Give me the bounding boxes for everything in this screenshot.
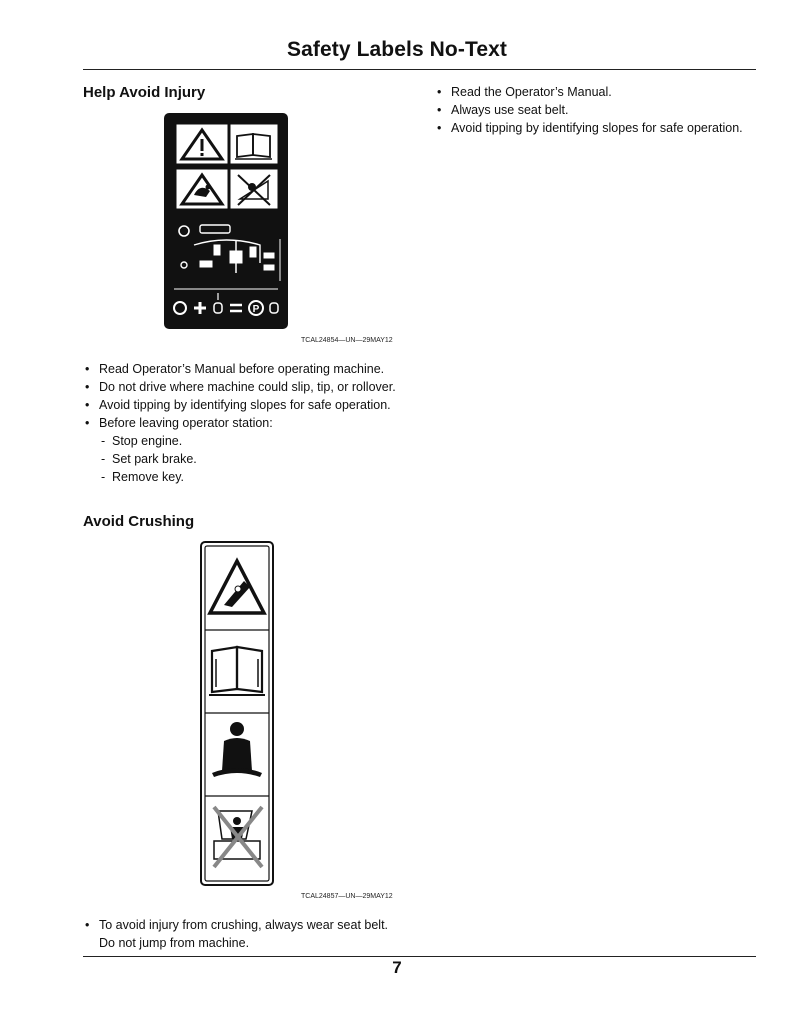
section-heading-avoid-crushing: Avoid Crushing xyxy=(83,513,195,530)
safety-label-help-avoid-injury xyxy=(164,113,288,329)
list-item: • Always use seat belt. xyxy=(435,101,765,119)
warning-triangle-icon xyxy=(176,124,228,164)
list-item: • Read Operator’s Manual before operating machine. xyxy=(83,360,423,378)
bullet-list-help-avoid-injury xyxy=(83,360,423,486)
sub-list-item: - Remove key. xyxy=(99,468,423,486)
page-number: 7 xyxy=(392,958,402,977)
list-item: • Do not drive where machine could slip, tip, or rollover. xyxy=(83,378,423,396)
sub-list-item: - Set park brake. xyxy=(99,450,423,468)
header-rule xyxy=(83,69,756,70)
section-heading-help-avoid-injury: Help Avoid Injury xyxy=(83,84,206,101)
list-item: • Avoid tipping by identifying slopes for safe operation. xyxy=(435,119,765,137)
no-slope-icon xyxy=(230,169,278,209)
list-item-text: • To avoid injury from crushing, always wear seat belt. xyxy=(99,918,389,932)
figure-caption: TCAL24854—UN—29MAY12 xyxy=(301,337,393,344)
list-item: • Avoid tipping by identifying slopes for safe operation. xyxy=(83,396,423,414)
operators-manual-icon xyxy=(230,124,278,164)
rollover-hazard-icon xyxy=(176,169,228,209)
list-item-text: Do not jump from machine. xyxy=(99,936,250,950)
safety-label-avoid-crushing xyxy=(200,541,274,886)
bullet-list-right-column xyxy=(435,83,765,137)
figure-caption: TCAL24857—UN—29MAY12 xyxy=(301,893,393,900)
footer-rule xyxy=(83,956,756,957)
list-item xyxy=(83,414,423,486)
page-title: Safety Labels No-Text xyxy=(287,38,507,61)
list-item-text: Before leaving operator station: xyxy=(99,416,273,430)
svg-text:P: P xyxy=(252,304,260,315)
list-item xyxy=(83,916,483,952)
sub-list-item: - Stop engine. xyxy=(99,432,423,450)
list-item: • Read the Operator’s Manual. xyxy=(435,83,765,101)
sub-list xyxy=(99,432,423,486)
bullet-list-avoid-crushing xyxy=(83,916,483,952)
